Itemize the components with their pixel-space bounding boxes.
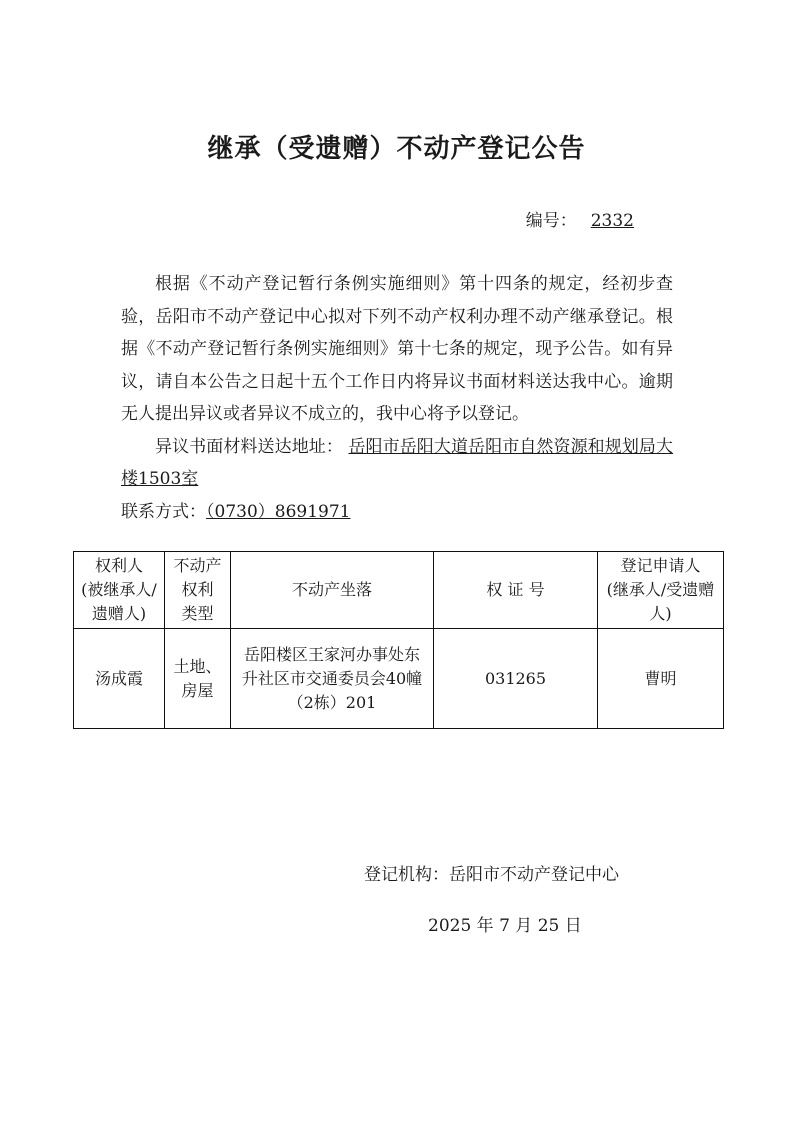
cell-right-type: 土地、房屋 [165,629,231,729]
cell-certificate-no: 031265 [434,629,598,729]
cell-location: 岳阳楼区王家河办事处东升社区市交通委员会40幢（2栋）201 [231,629,434,729]
header-applicant: 登记申请人 (继承人/受遗赠人) [598,552,724,629]
registration-table [73,551,724,729]
table-header-row [74,552,724,629]
announcement-body [121,268,673,528]
header-certificate-no: 权 证 号 [434,552,598,629]
contact-line [121,496,673,529]
page-title: 继承（受遗赠）不动产登记公告 [207,134,586,164]
contact-label: 联系方式： [121,501,206,522]
contact-value: （0730）8691971 [206,501,351,522]
header-location: 不动产坐落 [231,552,434,629]
address-value: 岳阳市岳阳大道岳阳市自然资源和规划局大楼1503室 [121,436,674,489]
address-label: 异议书面材料送达地址： [155,436,343,457]
table-row [74,629,724,729]
announcement-paragraph: 根据《不动产登记暂行条例实施细则》第十四条的规定，经初步查验，岳阳市不动产登记中心拟对下列不动产权利办理不动产继承登记。根据《不动产登记暂行条例实施细则》第十七条的规定，现予公告。如有异议，请自本公告之日起十五个工作日内将异议书面材料送达我中心。逾期无人提出异议或者异议不成立的，我中心将予以登记。 [121,274,673,424]
header-right-type: 不动产 权利 类型 [165,552,231,629]
cell-holder: 汤成霞 [74,629,165,729]
serial-number: 2332 [590,211,634,231]
serial-label: 编号： [525,211,577,231]
cell-applicant: 曹明 [598,629,724,729]
header-holder: 权利人 (被继承人/遗赠人) [74,552,165,629]
serial-number-line [526,206,634,231]
announcement-date: 2025 年 7 月 25 日 [428,916,582,936]
address-line [121,431,673,496]
registration-organization: 登记机构：岳阳市不动产登记中心 [364,865,619,885]
